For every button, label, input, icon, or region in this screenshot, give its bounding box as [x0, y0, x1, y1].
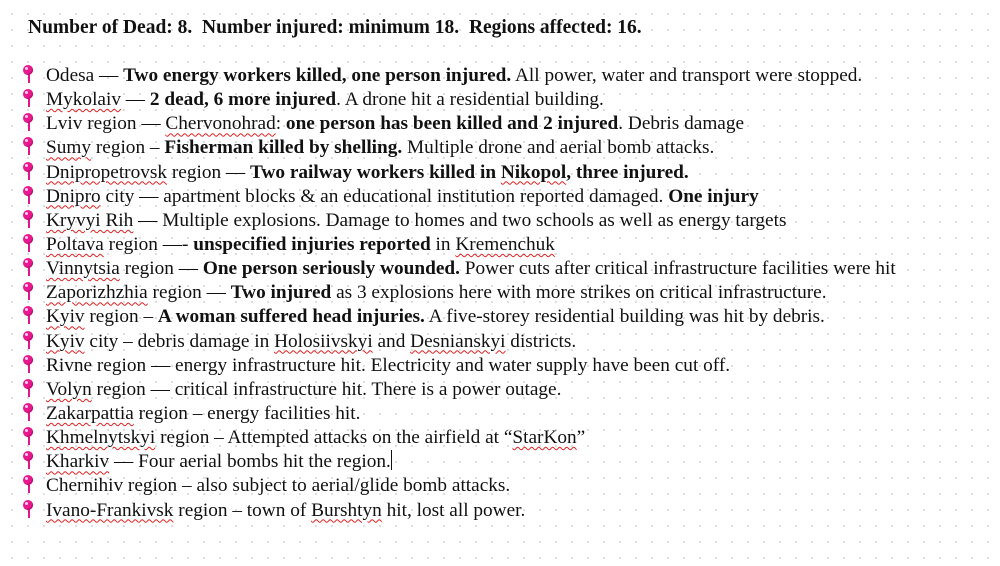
list-item-kyiv-region[interactable]: Kyiv region – A woman suffered head injuries. A five-storey residential building was hit by debris.: [0, 305, 1000, 329]
place-name: Dnipro: [46, 185, 101, 207]
casualty-note: unspecified injuries reported: [193, 233, 431, 255]
place-name: Zaporizhzhia: [46, 282, 148, 304]
list-item-khmelnytskyi[interactable]: Khmelnytskyi region – Attempted attacks on the airfield at “StarKon”: [0, 426, 1000, 450]
list-item-vinnytsia[interactable]: Vinnytsia region — One person seriously wounded. Power cuts after critical infrastructure facilities were hit: [0, 257, 1000, 281]
region-report-list: [0, 64, 1000, 523]
pin-bullet-icon: [22, 210, 36, 228]
pin-bullet-icon: [22, 234, 36, 252]
list-item-volyn[interactable]: Volyn region — critical infrastructure hit. There is a power outage.: [0, 378, 1000, 402]
text-cursor: [391, 450, 392, 470]
casualty-note: one person has been killed and 2 injured: [285, 113, 619, 135]
regions-count: Regions affected: 16.: [468, 17, 642, 38]
list-item-kharkiv[interactable]: Kharkiv — Four aerial bombs hit the region.: [0, 450, 1000, 474]
place-name: Vinnytsia: [46, 258, 120, 280]
list-item-lviv[interactable]: Lviv region — Chervonohrad: one person has been killed and 2 injured. Debris damage: [0, 112, 1000, 136]
subplace-name: Chervonohrad: [165, 113, 276, 135]
item-text: Chernihiv region – also subject to aerial/glide bomb attacks.: [46, 475, 511, 497]
place-name: Kharkiv: [46, 451, 110, 473]
place-name: Khmelnytskyi: [46, 427, 156, 449]
list-item-odesa[interactable]: Odesa — Two energy workers killed, one person injured. All power, water and transport were stopped.: [0, 64, 1000, 88]
pin-bullet-icon: [22, 282, 36, 300]
casualty-note: Fisherman killed by shelling.: [164, 137, 403, 159]
pin-bullet-icon: [22, 113, 36, 131]
pin-bullet-icon: [22, 500, 36, 518]
pin-bullet-icon: [22, 331, 36, 349]
list-item-dnipro[interactable]: Dnipro city — apartment blocks & an educational institution reported damaged. One injury: [0, 185, 1000, 209]
place-name: Volyn: [46, 378, 92, 400]
place-name: Lviv region —: [46, 113, 166, 135]
list-item-ivano-frankivsk[interactable]: Ivano-Frankivsk region – town of Burshtyn hit, lost all power.: [0, 499, 1000, 523]
list-item-dnipropetrovsk[interactable]: Dnipropetrovsk region — Two railway workers killed in Nikopol, three injured.: [0, 161, 1000, 185]
item-text: Rivne region — energy infrastructure hit. Electricity and water supply have been cut off.: [46, 354, 731, 376]
list-item-kryvyi-rih[interactable]: Kryvyi Rih — Multiple explosions. Damage to homes and two schools as well as energy targets: [0, 209, 1000, 233]
pin-bullet-icon: [22, 186, 36, 204]
list-item-sumy[interactable]: Sumy region – Fisherman killed by shelling. Multiple drone and aerial bomb attacks.: [0, 136, 1000, 160]
pin-bullet-icon: [22, 162, 36, 180]
list-item-mykolaiv[interactable]: Mykolaiv — 2 dead, 6 more injured. A drone hit a residential building.: [0, 88, 1000, 112]
place-name: Kyiv: [46, 330, 85, 352]
pin-bullet-icon: [22, 258, 36, 276]
injured-count: Number injured: minimum 18.: [202, 17, 460, 38]
pin-bullet-icon: [22, 475, 36, 493]
casualty-note: One person seriously wounded.: [202, 258, 460, 280]
casualty-note: Two railway workers killed in Nikopol, three injured.: [250, 161, 689, 183]
pin-bullet-icon: [22, 89, 36, 107]
place-name: Zakarpattia: [46, 402, 134, 424]
place-name: Poltava: [46, 233, 104, 255]
pin-bullet-icon: [22, 65, 36, 83]
pin-bullet-icon: [22, 427, 36, 445]
place-name: Ivano-Frankivsk: [46, 499, 174, 521]
place-name: Kyiv: [46, 306, 85, 328]
casualty-summary: [28, 15, 642, 41]
casualty-note: A woman suffered head injuries.: [157, 306, 425, 328]
pin-bullet-icon: [22, 451, 36, 469]
casualty-note: Two injured: [230, 282, 332, 304]
place-name: Sumy: [46, 137, 92, 159]
casualty-note: Two energy workers killed, one person injured.: [123, 65, 512, 86]
list-item-chernihiv[interactable]: [0, 474, 1000, 498]
place-name: Dnipropetrovsk: [46, 161, 168, 183]
list-item-zakarpattia[interactable]: Zakarpattia region – energy facilities hit.: [0, 402, 1000, 426]
place-name: Odesa: [46, 65, 95, 86]
list-item-zaporizhzhia[interactable]: Zaporizhzhia region — Two injured as 3 explosions here with more strikes on critical infrastructure.: [0, 281, 1000, 305]
pin-bullet-icon: [22, 355, 36, 373]
pin-bullet-icon: [22, 379, 36, 397]
place-name: Kryvyi Rih: [46, 209, 134, 231]
place-name: Mykolaiv: [46, 89, 121, 111]
list-item-kyiv-city[interactable]: Kyiv city – debris damage in Holosiivskyi and Desnianskyi districts.: [0, 330, 1000, 354]
casualty-note: One injury: [668, 185, 759, 207]
casualty-note: 2 dead, 6 more injured: [149, 89, 337, 111]
pin-bullet-icon: [22, 403, 36, 421]
list-item-poltava[interactable]: Poltava region —- unspecified injuries reported in Kremenchuk: [0, 233, 1000, 257]
list-item-rivne[interactable]: [0, 354, 1000, 378]
pin-bullet-icon: [22, 137, 36, 155]
dead-count: Number of Dead: 8.: [28, 17, 193, 38]
pin-bullet-icon: [22, 306, 36, 324]
